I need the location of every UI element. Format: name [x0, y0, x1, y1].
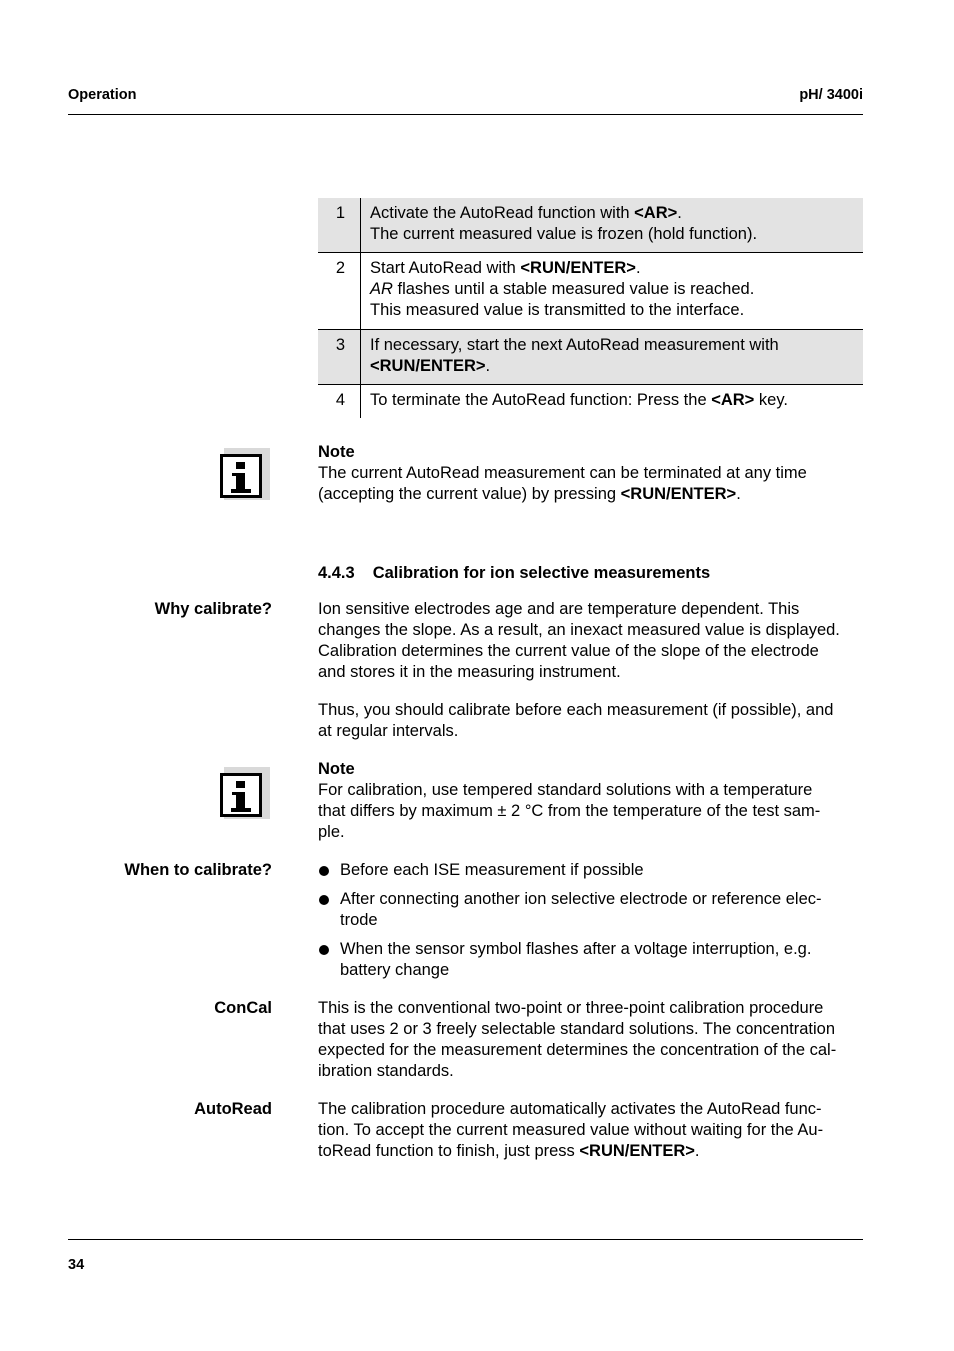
note-text: (accepting the current value) by pressing <RUN/ENTER>.: [318, 485, 741, 503]
list-item: Before each ISE measurement if possible: [318, 860, 866, 881]
note-text: The current AutoRead measurement can be terminated at any time: [318, 464, 807, 482]
step-text: To terminate the AutoRead function: Press the <AR> key.: [370, 391, 788, 409]
steps-table: [318, 198, 863, 418]
concal-paragraph: This is the conventional two-point or three-point calibration procedure that uses 2 or 3 freely selectable standard solutions. The concentration expected for the measurement determines the concentration of the cal- ibration standards.: [318, 999, 837, 1080]
footer-rule: [68, 1239, 863, 1240]
header-section-title: Operation: [68, 87, 137, 103]
why-calibrate-paragraph-2: Thus, you should calibrate before each measurement (if possible), and at regular intervals.: [318, 701, 834, 740]
section-heading: 4.4.3 Calibration for ion selective measurements: [318, 564, 711, 582]
step-text: If necessary, start the next AutoRead measurement with <RUN/ENTER>.: [370, 336, 779, 375]
info-icon: [220, 767, 270, 819]
concal-label: ConCal: [214, 999, 272, 1017]
why-calibrate-label: Why calibrate?: [154, 600, 272, 618]
header-product-name: pH/ 3400i: [799, 87, 863, 103]
step-row: [318, 385, 863, 418]
autoread-label: AutoRead: [194, 1100, 272, 1118]
step-row: [318, 330, 863, 385]
step-number: 1: [318, 198, 361, 252]
step-text: Activate the AutoRead function with <AR>. The current measured value is frozen (hold function).: [370, 204, 758, 243]
bullet-icon: [319, 895, 329, 905]
header-rule: [68, 114, 863, 115]
note-title: Note: [318, 443, 355, 461]
note-block: Note For calibration, use tempered standard solutions with a temperature that differs by maximum ± 2 °C from the temperature of the test sam- ple.: [318, 760, 821, 841]
bullet-icon: [319, 945, 329, 955]
step-number: 4: [318, 385, 361, 418]
step-number: 2: [318, 253, 361, 329]
note-title: Note: [318, 760, 355, 778]
step-number: 3: [318, 330, 361, 384]
step-text: Start AutoRead with <RUN/ENTER>. AR flashes until a stable measured value is reached. This measured value is transmitted to the interface.: [370, 259, 755, 319]
note-block: [318, 442, 866, 505]
page-number: 34: [68, 1257, 85, 1273]
when-calibrate-label: When to calibrate?: [124, 861, 272, 879]
list-item: When the sensor symbol flashes after a voltage interruption, e.g. battery change: [318, 939, 866, 981]
why-calibrate-paragraph: Ion sensitive electrodes age and are temperature dependent. This changes the slope. As a result, an inexact measured value is displayed. Calibration determines the current value of the slope of the electrode and stores it in the measuring instrument.: [318, 600, 840, 681]
step-row: [318, 253, 863, 330]
bullet-icon: [319, 866, 329, 876]
list-item: After connecting another ion selective electrode or reference elec- trode: [318, 889, 866, 931]
autoread-paragraph: The calibration procedure automatically activates the AutoRead func- tion. To accept the current measured value without waiting for the Au- toRead function to finish, just press <RUN/ENTER>.: [318, 1100, 824, 1160]
info-icon: [220, 448, 270, 500]
step-row: [318, 198, 863, 253]
